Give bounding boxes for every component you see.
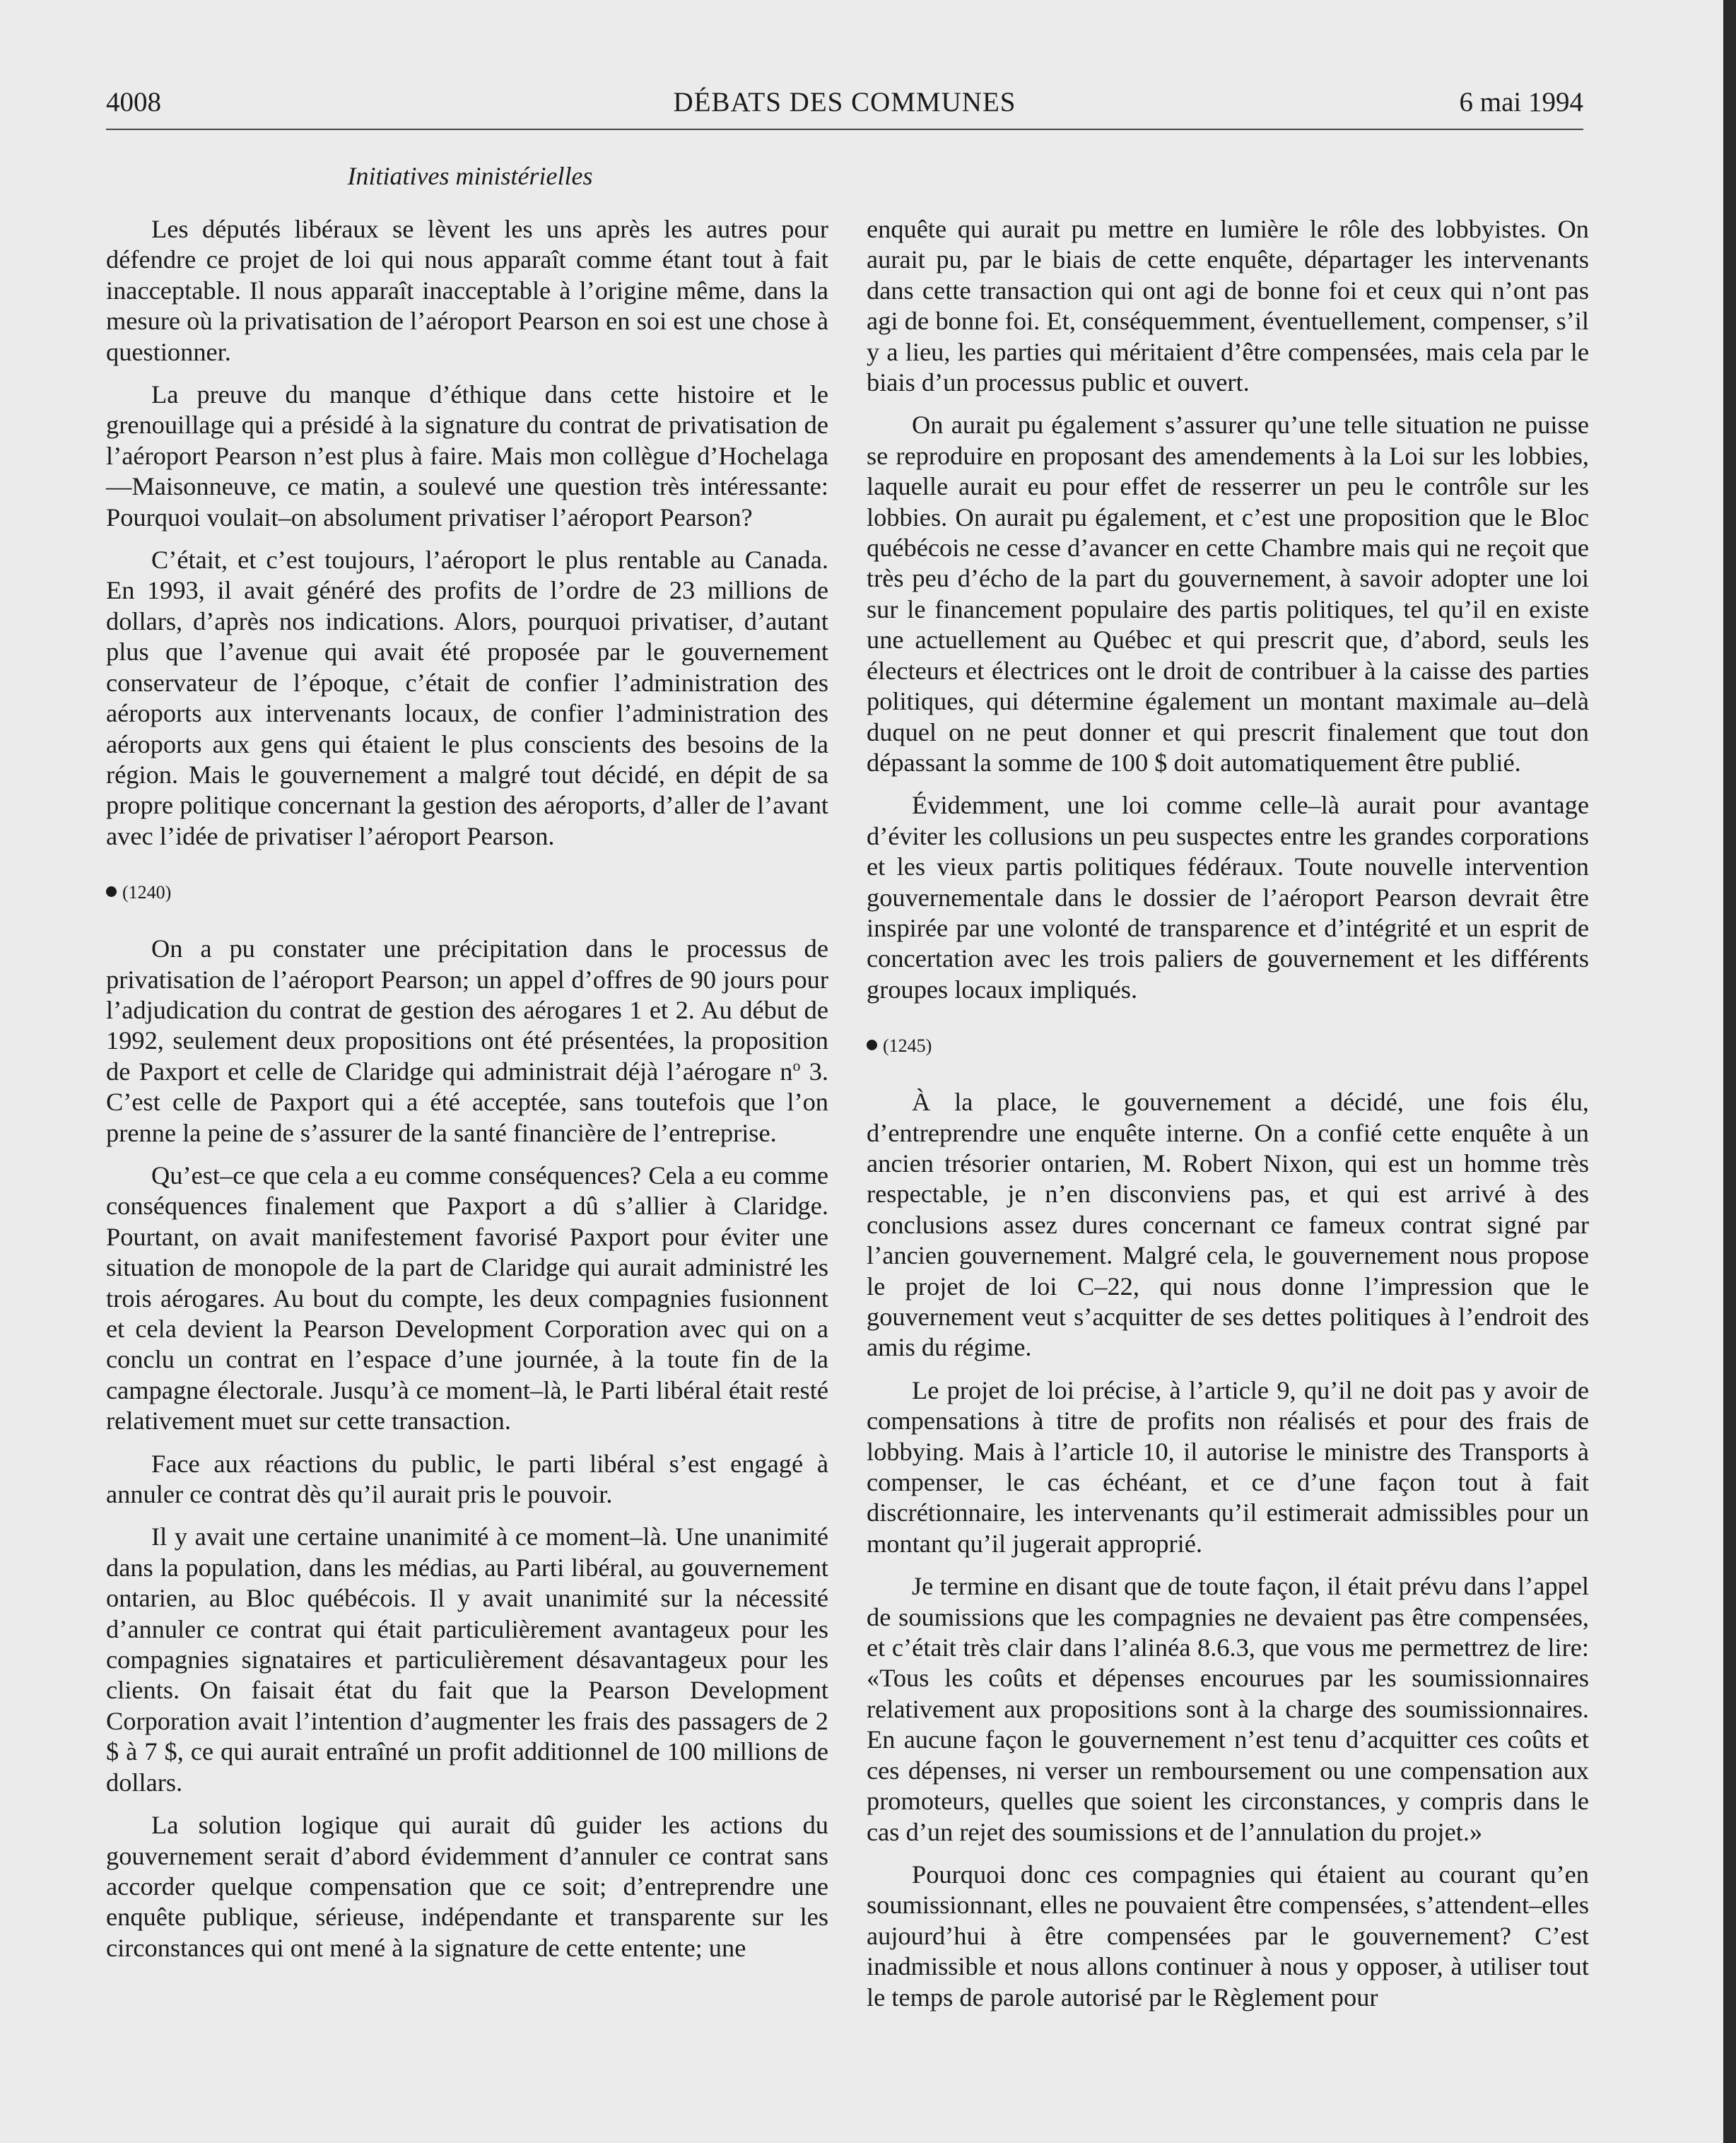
paragraph: On aurait pu également s’assurer qu’une telle situation ne puisse se reproduire en proposant des amendements à la Loi sur les lobbies, laquelle aurait eu pour effet de resserrer un peu le contrôle sur les lobbies. On aurait pu également, et c’est une proposition que le Bloc québécois ne cesse d’avancer en cette Chambre mais qui ne reçoit que très peu d’écho de la part du gouvernement, à savoir adopter une loi sur le financement populaire des partis politiques, tel qu’il en existe une actuellement au Québec et qui prescrit que, d’abord, seuls les électeurs et électrices ont le droit de contribuer à la caisse des parties politiques, qui détermine également un montant maximale au–delà duquel on ne peut donner et qui prescrit finalement que tout don dépassant la somme de 100 $ doit automatiquement être publié. bbox=[867, 411, 1589, 777]
paragraph: Le projet de loi précise, à l’article 9, qu’il ne doit pas y avoir de compensations à titre de profits non réalisés et pour des frais de lobbying. Mais à l’article 10, il autorise le ministre des Transports à compenser, le cas échéant, et ce d’une façon tout à fait discrétionnaire, les intervenants qu’il estimerait admissibles pour un montant qu’il jugerait approprié. bbox=[867, 1375, 1589, 1558]
page-date: 6 mai 1994 bbox=[1459, 87, 1583, 117]
paragraph: C’était, et c’est toujours, l’aéroport le plus rentable au Canada. En 1993, il avait généré des profits de l’ordre de 23 millions de dollars, d’après nos indications. Alors, pourquoi privatiser, d’autant plus que l’avenue qui avait été proposée par le gouvernement conservateur de l’époque, c’était de confier l’administration des aéroports aux intervenants locaux, de confier l’administration des aéroports aux gens qui étaient le plus conscients des besoins de la région. Mais le gouvernement a malgré tout décidé, en dépit de sa propre politique concernant la gestion des aéroports, d’aller de l’avant avec l’idée de privatiser l’aéroport Pearson. bbox=[106, 546, 828, 850]
paragraph: La solution logique qui aurait dû guider les actions du gouvernement serait d’abord évidemment d’annuler ce contrat sans accorder quelque compensation que ce soit; d’entreprendre une enquête publique, sérieuse, indépendante et transparente sur les circonstances qui ont mené à la signature de cette entente; une bbox=[106, 1811, 828, 1962]
paragraph-text: On a pu constater une précipitation dans le processus de privatisation de l’aéroport Pearson; un appel d’offres de 90 jours pour l’adjudication du contrat de gestion des aérogares 1 et 2. Au début de 1992, seulement deux propositions ont été présentées, la proposition de Paxport et celle de Claridge qui administrait déjà l’aérogare n bbox=[106, 934, 828, 1086]
time-marker-label: (1245) bbox=[883, 1035, 932, 1057]
right-column bbox=[867, 214, 1589, 2025]
paragraph: Qu’est–ce que cela a eu comme conséquences? Cela a eu comme conséquences finalement que Paxport a dû s’allier à Claridge. Pourtant, on avait manifestement favorisé Paxport pour éviter une situation de monopole de la part de Claridge qui aurait administré les trois aérogares. Au bout du compte, les deux compagnies fusionnent et cela devient la Pearson Development Corporation avec qui on a conclu un contrat en l’espace d’une journée, à la toute fin de la campagne électorale. Jusqu’à ce moment–là, le Parti libéral était resté relativement muet sur cette transaction. bbox=[106, 1161, 828, 1435]
time-marker bbox=[867, 1032, 1589, 1060]
paragraph-text: 3. C’est celle de Paxport qui a été acceptée, sans toutefois que l’on prenne la peine de s’assurer de la santé financière de l’entreprise. bbox=[106, 1057, 828, 1147]
superscript: o bbox=[792, 1056, 801, 1074]
paragraph: Évidemment, une loi comme celle–là aurait pour avantage d’éviter les collusions un peu suspectes entre les grandes corporations et les vieux partis politiques fédéraux. Toute nouvelle intervention gouvernementale dans le dossier de l’aéroport Pearson devrait être inspirée par une volonté de transparence et d’intégrité et un esprit de concertation avec les trois paliers de gouvernement et les différents groupes locaux impliqués. bbox=[867, 791, 1589, 1004]
paragraph: Il y avait une certaine unanimité à ce moment–là. Une unanimité dans la population, dans les médias, au Parti libéral, au gouvernement ontarien, au Bloc québécois. Il y avait unanimité sur la nécessité d’annuler ce contrat qui était particulièrement avantageux pour les compagnies signataires et particulièrement désavantageux pour les clients. On faisait état du fait que la Pearson Development Corporation avait l’intention d’augmenter les frais des passagers de 2 $ à 7 $, ce qui aurait entraîné un profit additionnel de 100 millions de dollars. bbox=[106, 1522, 828, 1797]
page-header bbox=[106, 86, 1583, 130]
bullet-icon bbox=[867, 1040, 877, 1050]
publication-title: DÉBATS DES COMMUNES bbox=[673, 87, 1016, 117]
paragraph: Pourquoi donc ces compagnies qui étaient au courant qu’en soumissionnant, elles ne pouvaient être compensées, s’attendent–elles aujourd’hui à être compensées par le gouvernement? C’est inadmissible et nous allons continuer à nous y opposer, à utiliser tout le temps de parole autorisé par le Règlement pour bbox=[867, 1860, 1589, 2012]
paragraph: Les députés libéraux se lèvent les uns après les autres pour défendre ce projet de loi qui nous apparaît comme étant tout à fait inacceptable. Il nous apparaît inacceptable à l’origine même, dans la mesure où la privatisation de l’aéroport Pearson en soi est une chose à questionner. bbox=[106, 215, 828, 366]
scan-edge bbox=[1723, 0, 1736, 2143]
time-marker bbox=[106, 879, 828, 907]
time-marker-label: (1240) bbox=[122, 882, 172, 903]
paragraph bbox=[106, 934, 828, 1149]
paragraph: À la place, le gouvernement a décidé, une fois élu, d’entreprendre une enquête interne. On a confié cette enquête à un ancien trésorier ontarien, M. Robert Nixon, qui est un homme très respectable, je n’en disconviens pas, et qui est arrivé à des conclusions assez dures concernant ce fameux contrat signé par l’ancien gouvernement. Malgré cela, le gouvernement nous propose le projet de loi C–22, qui nous donne l’impression que le gouvernement veut s’acquitter de ses dettes politiques à l’endroit des amis du régime. bbox=[867, 1088, 1589, 1362]
section-title: Initiatives ministérielles bbox=[347, 162, 593, 190]
paragraph: enquête qui aurait pu mettre en lumière le rôle des lobbyistes. On aurait pu, par le biais de cette enquête, départager les intervenants dans cette transaction qui ont agi de bonne foi et ceux qui n’ont pas agi de bonne foi. Et, conséquemment, éventuellement, compenser, s’il y a lieu, les parties qui méritaient d’être compensées, mais cela par le biais d’un processus public et ouvert. bbox=[867, 215, 1589, 397]
page-number: 4008 bbox=[106, 87, 161, 117]
left-column bbox=[106, 214, 828, 1975]
paragraph: Je termine en disant que de toute façon, il était prévu dans l’appel de soumissions que les compagnies ne devaient pas être compensées, et c’était très clair dans l’alinéa 8.6.3, que vous me permettrez de lire: «Tous les coûts et dépenses encourues par les soumissionnaires relativement aux propositions sont à la charge des soumissionnaires. En aucune façon le gouvernement n’est tenu d’acquitter ces coûts et ces dépenses, ni verser un remboursement ou une compensation aux promoteurs, quelles que soient les circonstances, y compris dans le cas d’un rejet des soumissions et de l’annulation du projet.» bbox=[867, 1572, 1589, 1846]
bullet-icon bbox=[106, 886, 117, 897]
paragraph: Face aux réactions du public, le parti libéral s’est engagé à annuler ce contrat dès qu’il aurait pris le pouvoir. bbox=[106, 1449, 828, 1509]
paragraph: La preuve du manque d’éthique dans cette histoire et le grenouillage qui a présidé à la signature du contrat de privatisation de l’aéroport Pearson n’est plus à faire. Mais mon collègue d’Hochelaga—Maisonneuve, ce matin, a soulevé une question très intéressante: Pourquoi voulait–on absolument privatiser l’aéroport Pearson? bbox=[106, 380, 828, 532]
